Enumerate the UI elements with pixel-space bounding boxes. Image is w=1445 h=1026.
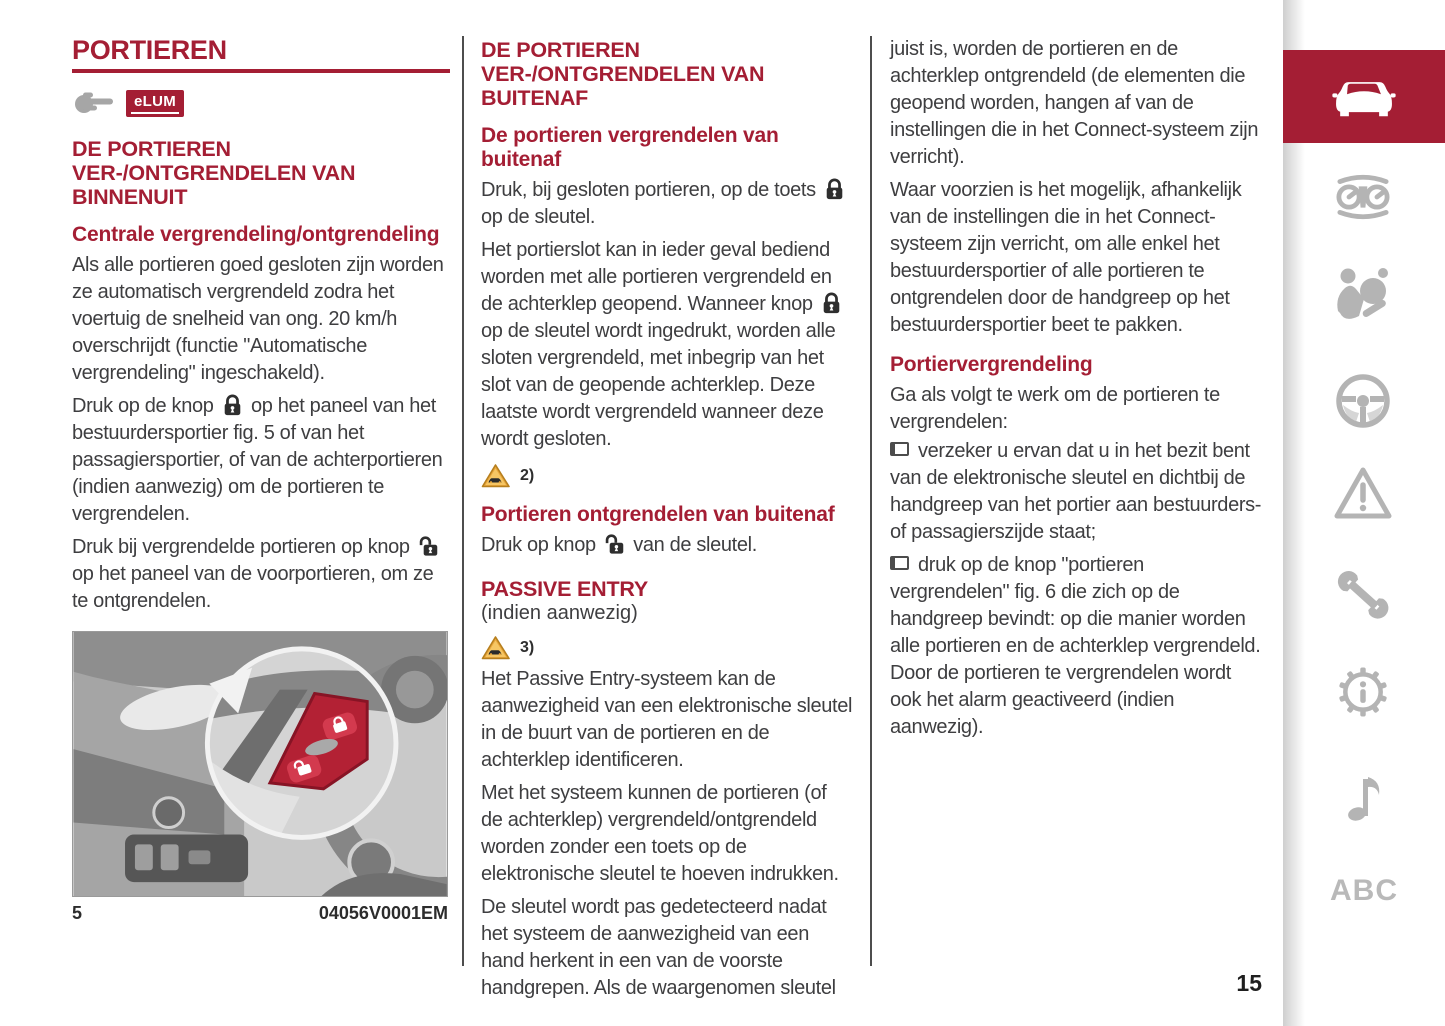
lock-closed-icon [222, 394, 243, 416]
bullet-box-icon [890, 442, 909, 456]
paragraph: De sleutel wordt pas gedetecteerd nadat het systeem de aanwezigheid van een hand herkent in een van de voorste handgrepen. Als de waargenomen sleutel [481, 896, 836, 999]
lock-open-icon [418, 535, 439, 557]
paragraph: Het portierslot kan in ieder geval bediend worden met alle portieren vergrendeld en de achterklep geopend. Wanneer knop op de sleutel wordt ingedrukt, worden alle sloten vergrendeld, met inbegrip van het slot van de geopende achterklep. Deze laatste wordt vergrendeld wanneer deze wordt gesloten. [481, 237, 853, 453]
warning-note-3 [481, 635, 853, 661]
title-underline [72, 69, 450, 73]
sidebar-tab-safety[interactable] [1332, 265, 1394, 325]
paragraph: Druk bij vergrendelde portieren op knop op het paneel van de voorportieren, om ze te ontgrendelen. [72, 534, 450, 615]
section-heading: PASSIVE ENTRY [481, 577, 649, 601]
figure-code: 04056V0001EM [318, 903, 448, 923]
sidebar-tab-index[interactable]: ABC [1330, 874, 1398, 907]
subsection-heading: Centrale vergrendeling/ontgrendeling [72, 223, 440, 246]
sidebar-tab-instrument-cluster[interactable] [1332, 170, 1394, 224]
paragraph: Druk, bij gesloten portieren, op de toets op de sleutel. [481, 177, 853, 231]
paragraph: Waar voorzien is het mogelijk, afhankelijk van de instellingen die in het Connect-systeem zijn verricht, om alle enkel het bestuurdersportier of alle portieren te ontgrendelen door de handgreep op het bestuurdersportier beet te pakken. [890, 179, 1242, 336]
column-right [890, 36, 1264, 747]
paragraph: Met het systeem kunnen de portieren (of de achterklep) vergrendeld/ontgrendeld worden zonder een toets op de elektronische sleutel te hoeven indrukken. [481, 782, 839, 885]
note-number: 3) [520, 639, 535, 656]
sidebar-tab-warnings[interactable] [1332, 464, 1394, 522]
info-gear-icon [1334, 663, 1392, 721]
warning-triangle-icon [481, 463, 511, 489]
page-number: 15 [1236, 970, 1262, 996]
section-heading: DE PORTIEREN VER-/ONTGRENDELEN VAN BUITENAF [481, 38, 765, 110]
reference-badge-row [72, 87, 450, 119]
bullet-item: druk op de knop "portieren vergrendelen" fig. 6 die zich op de handgreep bevindt: op die manier worden alle portieren en de achterklep vergrendeld. Door de portieren te vergrendelen wordt ook het alarm geactiveerd (indien aanwezig). [890, 554, 1261, 738]
figure-5-image [72, 631, 448, 897]
lock-closed-icon [821, 292, 842, 314]
lock-open-icon [604, 533, 625, 555]
figure-number: 5 [72, 903, 83, 923]
column-divider [870, 36, 872, 966]
warning-note-2 [481, 463, 853, 489]
column-left [72, 36, 450, 924]
figure-caption [72, 903, 448, 924]
section-heading: DE PORTIEREN VER-/ONTGRENDELEN VAN BINNENUIT [72, 137, 356, 209]
bullet-item: verzeker u ervan dat u in het bezit bent van de elektronische sleutel en dichtbij de handgreep van het portier aan bestuurders- of passagierszijde staat; [890, 440, 1262, 543]
subsection-heading: De portieren vergrendelen van buitenaf [481, 124, 779, 171]
subsection-heading: Portiervergrendeling [890, 353, 1093, 376]
figure-5 [72, 631, 448, 924]
paragraph: Druk op de knop op het paneel van het bestuurdersportier fig. 5 of van het passagiersportier, of van de achterportieren (indien aanwezig) om de portieren te vergrendelen. [72, 395, 443, 525]
airbag-icon [1333, 265, 1393, 325]
warning-triangle-icon [481, 635, 511, 661]
sidebar-tab-technical-info[interactable] [1332, 663, 1394, 721]
paragraph: Druk op knop van de sleutel. [481, 534, 757, 556]
car-front-icon [1331, 75, 1397, 119]
wrench-icon [1334, 566, 1392, 624]
instrument-cluster-icon [1332, 170, 1394, 224]
page-title: PORTIEREN [72, 35, 227, 65]
pointing-hand-icon [72, 90, 116, 116]
paragraph: juist is, worden de portieren en de achterklep ontgrendeld (de elementen die geopend worden, hangen af van de instellingen die in het Connect-systeem zijn verricht). [890, 38, 1259, 168]
if-equipped-note: (indien aanwezig) [481, 602, 638, 624]
column-divider [462, 36, 464, 966]
paragraph: Als alle portieren goed gesloten zijn worden ze automatisch vergrendeld zodra het voertuig de snelheid van ong. 20 km/h overschrijdt (functie "Automatische vergrendeling" ingeschakeld). [72, 254, 444, 384]
warning-triangle-outline-icon [1333, 464, 1393, 522]
subsection-heading: Portieren ontgrendelen van buitenaf [481, 503, 835, 526]
sidebar-tab-maintenance[interactable] [1332, 566, 1394, 624]
elum-badge: eLUM [126, 90, 184, 117]
steering-wheel-icon [1333, 371, 1393, 431]
sidebar-tab-multimedia[interactable] [1332, 771, 1394, 823]
paragraph: Het Passive Entry-systeem kan de aanwezigheid van een elektronische sleutel in de buurt van de portieren en de achterklep identificeren. [481, 668, 853, 771]
bullet-box-icon [890, 556, 909, 570]
paragraph: Ga als volgt te werk om de portieren te vergrendelen: [890, 384, 1220, 433]
sidebar-tab-doors-active[interactable] [1283, 50, 1445, 143]
sidebar-tab-steering[interactable] [1332, 371, 1394, 431]
sidebar-gradient-strip [1283, 0, 1305, 1026]
lock-closed-icon [824, 178, 845, 200]
music-note-icon [1340, 771, 1386, 823]
column-middle [481, 36, 853, 1008]
note-number: 2) [520, 467, 535, 484]
